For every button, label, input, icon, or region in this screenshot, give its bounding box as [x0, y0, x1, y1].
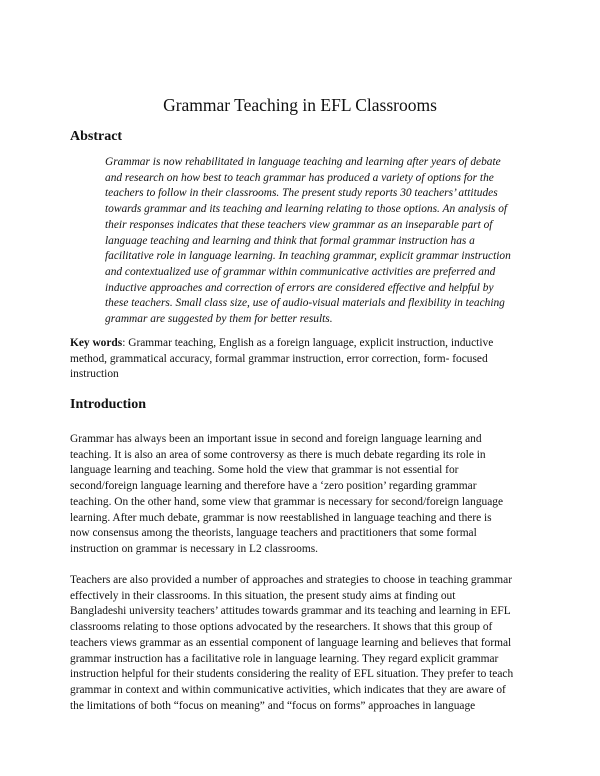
paper-title: Grammar Teaching in EFL Classrooms: [163, 95, 437, 115]
keywords-label: Key words: [70, 337, 123, 349]
abstract-heading: Abstract: [70, 129, 123, 144]
keywords-text: : Grammar teaching, English as a foreign language, explicit instruction, inductive method, grammatical accuracy, formal grammar instruction, error correction, form- focused instruction: [70, 337, 494, 381]
keywords-paragraph: [70, 336, 535, 383]
introduction-paragraph-2: Teachers are also provided a number of approaches and strategies to choose in teaching grammar effectively in their classrooms. In this situation, the present study aims at finding out Bangladeshi university teachers’ attitudes towards grammar and its teaching and learning in EFL classrooms relating to those options advocated by the researchers. It shows that this group of teachers views grammar as an essential component of language learning and believes that formal grammar instruction has a facilitative role in language learning. They regard explicit grammar instruction helpful for their students considering the reality of EFL situation. They prefer to teach grammar in context and within communicative activities, which indicates that they are aware of the limitations of both “focus on meaning” and “focus on forms” approaches in language: [70, 574, 514, 712]
introduction-heading: Introduction: [70, 397, 146, 412]
abstract-text: Grammar is now rehabilitated in language teaching and learning after years of debate and research on how best to teach grammar has produced a variety of options for the teachers to follow in their classrooms. The present study reports 30 teachers’ attitudes towards grammar and its teaching and learning relating to those options. An analysis of their responses indicates that these teachers view grammar as an inseparable part of language teaching and learning and think that formal grammar instruction has a facilitative role in language learning. In teaching grammar, explicit grammar instruction and contextualized use of grammar within communicative activities are preferred and inductive approaches and correction of errors are considered effective and helpful by these teachers. Small class size, use of audio-visual materials and flexibility in teaching grammar are suggested by them for better results.: [105, 156, 511, 326]
introduction-paragraph-1: Grammar has always been an important issue in second and foreign language learning and teaching. It is also an area of some controversy as there is much debate regarding its role in language learning and teaching. Some hold the view that grammar is not essential for second/foreign language learning and therefore have a ‘zero position’ regarding grammar teaching. On the other hand, some view that grammar is necessary for second/foreign language learning. After much debate, grammar is now reestablished in language teaching and there is now consensus among the theorists, language teachers and practitioners that some formal instruction on grammar is necessary in L2 classrooms.: [70, 433, 504, 555]
